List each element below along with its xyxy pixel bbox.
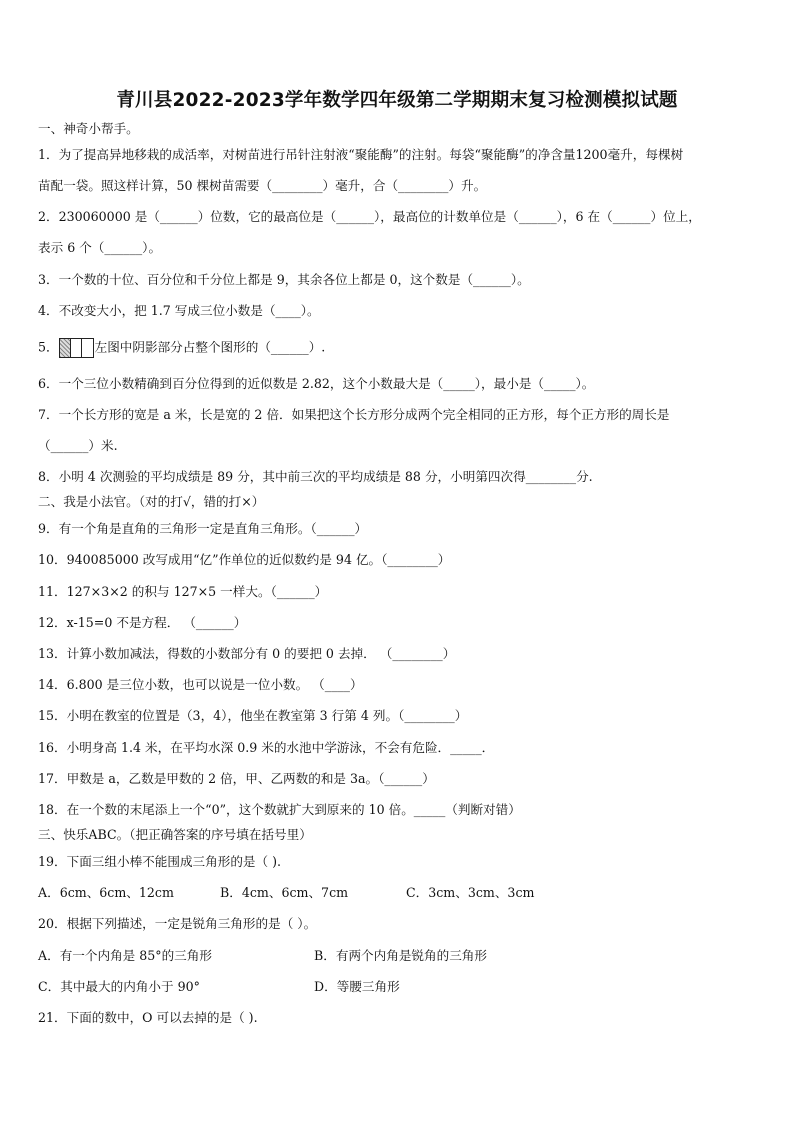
shaded-rectangle-figure: [59, 338, 94, 358]
question-20-option-c: C．其中最大的内角小于 90°: [38, 979, 200, 994]
question-13: 13．计算小数加减法，得数的小数部分有 0 的要把 0 去掉． （________）: [38, 646, 456, 661]
question-7-line-2: （______）米.: [38, 438, 118, 453]
section-heading-1: 一、神奇小帮手。: [38, 121, 139, 136]
question-20-option-a: A．有一个内角是 85°的三角形: [38, 948, 212, 963]
question-20-option-b: B．有两个内角是锐角的三角形: [314, 948, 487, 963]
question-9: 9．有一个角是直角的三角形一定是直角三角形。（______）: [38, 521, 368, 536]
question-5: [38, 338, 764, 358]
question-21: 21．下面的数中，O 可以去掉的是（ ).: [38, 1010, 258, 1025]
question-4: 4．不改变大小，把 1.7 写成三位小数是（____）。: [38, 303, 320, 318]
question-3: 3．一个数的十位、百分位和千分位上都是 9，其余各位上都是 0，这个数是（______）。: [38, 272, 530, 287]
question-12: 12．x-15=0 不是方程． （______）: [38, 615, 247, 630]
section-heading-2: 二、我是小法官。（对的打√，错的打×）: [38, 494, 265, 509]
shaded-part: [60, 339, 70, 357]
question-17: 17．甲数是 a，乙数是甲数的 2 倍，甲、乙两数的和是 3a。（______）: [38, 771, 435, 786]
question-20-option-d: D．等腰三角形: [314, 979, 400, 994]
question-10: 10．940085000 改写成用“亿”作单位的近似数约是 94 亿。（________）: [38, 552, 451, 567]
question-1-line-2: 苗配一袋。照这样计算，50 棵树苗需要（________）毫升，合（________）升。: [38, 178, 487, 193]
question-1-line-1: 1．为了提高异地移栽的成活率，对树苗进行吊针注射液“聚能酶”的注射。每袋“聚能酶”的净含量1200毫升，每棵树: [38, 147, 684, 162]
question-7-line-1: 7．一个长方形的宽是 a 米，长是宽的 2 倍．如果把这个长方形分成两个完全相同的正方形，每个正方形的周长是: [38, 407, 670, 422]
question-20: 20．根据下列描述，一定是锐角三角形的是（ ）。: [38, 916, 317, 931]
question-19-option-b: B．4cm、6cm、7cm: [220, 885, 349, 900]
question-8: 8．小明 4 次测验的平均成绩是 89 分，其中前三次的平均成绩是 88 分，小明第四次得________分.: [38, 469, 593, 484]
section-heading-3: 三、快乐ABC。（把正确答案的序号填在括号里）: [38, 827, 312, 842]
question-2-line-1: 2．230060000 是（______）位数，它的最高位是（______），最高位的计数单位是（______），6 在（______）位上，: [38, 209, 701, 224]
question-18: 18．在一个数的末尾添上一个“0”，这个数就扩大到原来的 10 倍。_____（判断对错）: [38, 802, 521, 817]
question-19: 19．下面三组小棒不能围成三角形的是（ ).: [38, 854, 282, 869]
question-5-number: 5．: [38, 339, 59, 355]
question-15: 15．小明在教室的位置是（3，4），他坐在教室第 3 行第 4 列。（________）: [38, 708, 468, 723]
page-title: 青川县2022-2023学年数学四年级第二学期期末复习检测模拟试题: [116, 90, 678, 111]
question-19-option-c: C．3cm、3cm、3cm: [406, 885, 535, 900]
question-16: 16．小明身高 1.4 米，在平均水深 0.9 米的水池中学游泳，不会有危险．_____．: [38, 740, 495, 755]
question-19-option-a: A．6cm、6cm、12cm: [38, 885, 174, 900]
question-14: 14．6.800 是三位小数，也可以说是一位小数。 （____）: [38, 677, 363, 692]
question-5-text: 左图中阴影部分占整个图形的（______）.: [94, 339, 326, 355]
question-6: 6．一个三位小数精确到百分位得到的近似数是 2.82，这个小数最大是（_____），最小是（_____）。: [38, 376, 595, 391]
question-11: 11．127×3×2 的积与 127×5 一样大。（______）: [38, 584, 328, 599]
question-2-line-2: 表示 6 个（______）。: [38, 240, 162, 255]
